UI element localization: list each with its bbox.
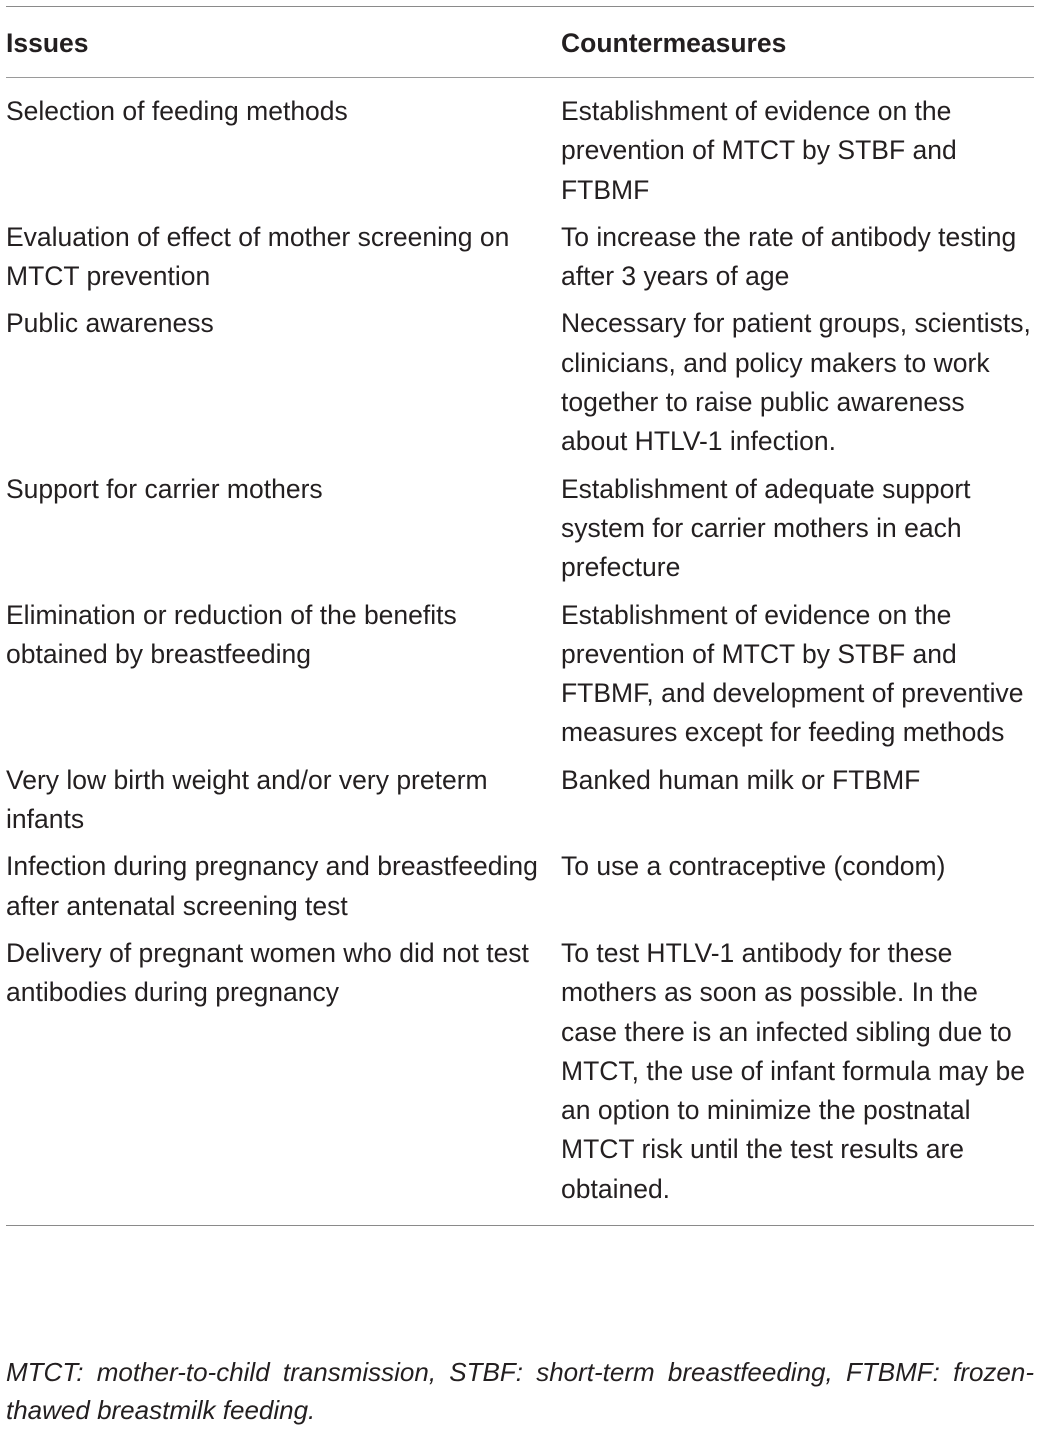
table-row (6, 470, 1034, 588)
countermeasure-cell: Establishment of evidence on the prevention of MTCT by STBF and FTBMF, and development of preventive measures except for feeding methods (561, 599, 1024, 748)
table-row (6, 596, 1034, 753)
issue-cell: Delivery of pregnant women who did not test antibodies during pregnancy (6, 937, 529, 1008)
table-bottom-rule (6, 1225, 1034, 1226)
table-row (6, 934, 1034, 1209)
table-row (6, 304, 1034, 461)
issue-cell: Public awareness (6, 308, 214, 339)
issue-cell: Evaluation of effect of mother screening on MTCT prevention (6, 221, 510, 292)
countermeasure-cell: To test HTLV-1 antibody for these mothers as soon as possible. In the case there is an infected sibling due to MTCT, the use of infant formula may be an option to minimize the postnatal MTCT risk until the test results are obtained. (561, 937, 1025, 1204)
issue-cell: Infection during pregnancy and breastfeeding after antenatal screening test (6, 851, 538, 921)
countermeasure-cell: Banked human milk or FTBMF (561, 764, 921, 795)
issue-cell: Elimination or reduction of the benefits obtained by breastfeeding (6, 599, 457, 669)
table-body (6, 78, 1034, 1225)
countermeasure-cell: Establishment of adequate support system for carrier mothers in each prefecture (561, 473, 971, 583)
header-issues: Issues (6, 28, 89, 58)
header-countermeasures: Countermeasures (561, 28, 787, 58)
table-row (6, 761, 1034, 840)
table-row (6, 847, 1034, 926)
table-row (6, 92, 1034, 210)
countermeasure-cell: Establishment of evidence on the prevention of MTCT by STBF and FTBMF (561, 96, 957, 205)
countermeasure-cell: Necessary for patient groups, scientists, clinicians, and policy makers to work together to raise public awareness about HTLV-1 infection. (561, 308, 1031, 457)
countermeasure-cell: To increase the rate of antibody testing after 3 years of age (561, 221, 1017, 292)
issue-cell: Selection of feeding methods (6, 96, 348, 126)
table-header-row (6, 7, 1034, 77)
table-footnote: MTCT: mother-to-child transmission, STBF: short-term breastfeeding, FTBMF: frozen-thawed breastmilk feeding. (6, 1357, 1034, 1425)
issue-cell: Support for carrier mothers (6, 473, 323, 504)
table-row (6, 218, 1034, 297)
countermeasures-table (6, 6, 1034, 1226)
countermeasure-cell: To use a contraceptive (condom) (561, 851, 946, 882)
issue-cell: Very low birth weight and/or very preterm infants (6, 764, 488, 835)
